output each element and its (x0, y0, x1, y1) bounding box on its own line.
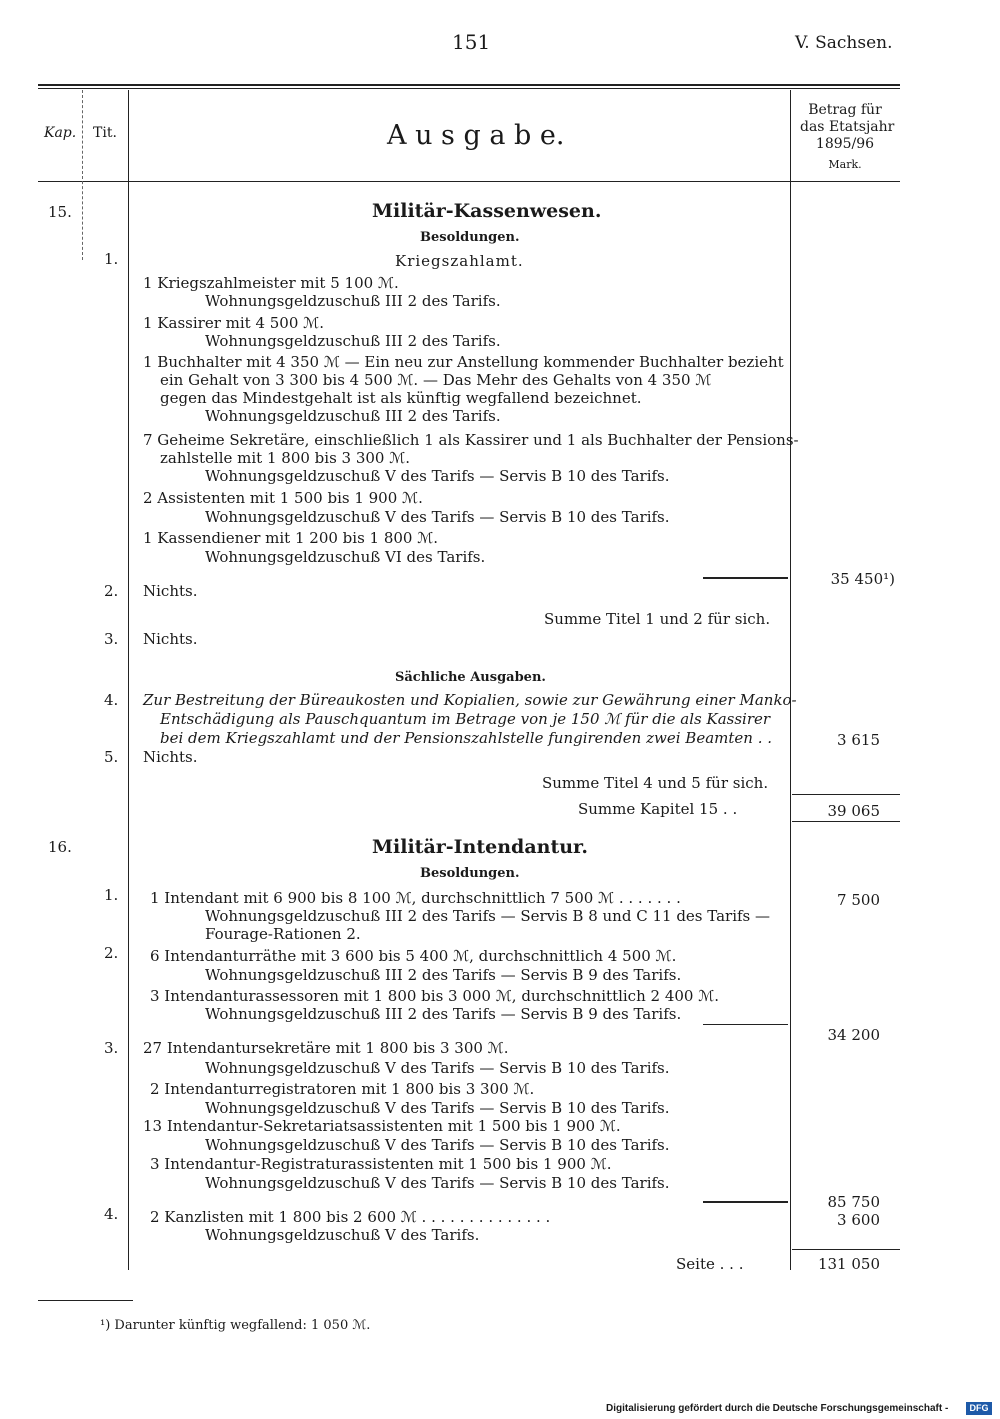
amount-15-4: 3 615 (837, 731, 880, 749)
text-line: Wohnungsgeldzuschuß III 2 des Tarifs — Servis B 9 des Tarifs. (205, 966, 682, 984)
text-line: Zur Bestreitung der Büreaukosten und Kopialien, sowie zur Gewährung einer Manko- (143, 691, 797, 709)
text-line: 2 Assistenten mit 1 500 bis 1 900 ℳ. (143, 489, 423, 507)
text-line: Wohnungsgeldzuschuß V des Tarifs — Servis B 10 des Tarifs. (205, 1059, 670, 1077)
text-line: Wohnungsgeldzuschuß III 2 des Tarifs. (205, 332, 501, 350)
kap-divider (82, 90, 84, 260)
titel-15-4: 4. (104, 691, 119, 709)
subtotal-rule (703, 1201, 788, 1203)
besoldungen-15: Besoldungen. (420, 230, 520, 245)
footnote-rule (38, 1300, 133, 1301)
subtotal-rule (703, 1024, 788, 1025)
text-line: 2 Kanzlisten mit 1 800 bis 2 600 ℳ . . . . . . . . . . . . . . (150, 1208, 551, 1226)
col-tit: Tit. (93, 125, 117, 141)
subtotal-rule (703, 577, 788, 579)
text-line: 13 Intendantur-Sekretariatsassistenten mit 1 500 bis 1 900 ℳ. (143, 1117, 621, 1135)
text-line: gegen das Mindestgehalt ist als künftig wegfallend bezeichnet. (160, 389, 642, 407)
total-rule (792, 1249, 900, 1250)
footnote: ¹) Darunter künftig wegfallend: 1 050 ℳ. (100, 1318, 371, 1333)
titel-15-2: 2. (104, 582, 119, 600)
summe-kapitel-15: Summe Kapitel 15 . . (578, 800, 738, 818)
total-rule (792, 794, 900, 795)
summe-titel-1-2: Summe Titel 1 und 2 für sich. (544, 610, 771, 628)
text-line: 2 Intendanturregistratoren mit 1 800 bis 3 300 ℳ. (150, 1080, 535, 1098)
amount-seite: 131 050 (817, 1255, 880, 1273)
amount-16-2: 34 200 (827, 1026, 880, 1044)
total-rule (792, 821, 900, 822)
titel-16-3: 3. (104, 1039, 119, 1057)
amount-16-3: 85 750 (827, 1193, 880, 1211)
kap-16: 16. (48, 838, 72, 856)
text-line: Wohnungsgeldzuschuß V des Tarifs. (205, 1226, 480, 1244)
text-line: 6 Intendanturräthe mit 3 600 bis 5 400 ℳ, durchschnittlich 4 500 ℳ. (150, 947, 677, 965)
saechliche-ausgaben: Sächliche Ausgaben. (395, 670, 546, 685)
text-line: Wohnungsgeldzuschuß VI des Tarifs. (205, 548, 486, 566)
text-line: Nichts. (143, 582, 198, 600)
page-number: 151 (452, 30, 491, 54)
text-line: Wohnungsgeldzuschuß V des Tarifs — Servis B 10 des Tarifs. (205, 1174, 670, 1192)
header-rule (38, 181, 900, 182)
text-line: Wohnungsgeldzuschuß III 2 des Tarifs — Servis B 9 des Tarifs. (205, 1005, 682, 1023)
seite-label: Seite . . . (676, 1255, 744, 1273)
top-rule (38, 84, 900, 86)
text-line: 1 Kriegszahlmeister mit 5 100 ℳ. (143, 274, 399, 292)
text-line: Entschädigung als Pauschquantum im Betrage von je 150 ℳ für die als Kassirer (160, 710, 771, 728)
text-line: 1 Intendant mit 6 900 bis 8 100 ℳ, durchschnittlich 7 500 ℳ . . . . . . . (150, 889, 681, 907)
titel-16-1: 1. (104, 886, 119, 904)
amount-kap-15: 39 065 (827, 802, 880, 820)
text-line: Wohnungsgeldzuschuß III 2 des Tarifs. (205, 292, 501, 310)
text-line: 1 Kassendiener mit 1 200 bis 1 800 ℳ. (143, 529, 439, 547)
text-line: Nichts. (143, 748, 198, 766)
kap-15: 15. (48, 203, 72, 221)
amount-15-1: 35 450¹) (830, 570, 895, 588)
chapter-15-title: Militär-Kassenwesen. (372, 200, 602, 222)
text-line: zahlstelle mit 1 800 bis 3 300 ℳ. (160, 449, 411, 467)
amount-16-4: 3 600 (837, 1211, 880, 1229)
text-line: 1 Buchhalter mit 4 350 ℳ — Ein neu zur Anstellung kommender Buchhalter bezieht (143, 353, 784, 371)
text-line: Nichts. (143, 630, 198, 648)
text-line: 27 Intendantursekretäre mit 1 800 bis 3 300 ℳ. (143, 1039, 509, 1057)
titel-16-2: 2. (104, 944, 119, 962)
top-rule-thin (38, 88, 900, 89)
summe-titel-4-5: Summe Titel 4 und 5 für sich. (542, 774, 769, 792)
amount-divider (790, 90, 791, 1270)
col-ausgabe: A u s g a b e. (387, 120, 565, 151)
dfg-logo: DFG (966, 1402, 992, 1415)
text-line: Wohnungsgeldzuschuß V des Tarifs — Servis B 10 des Tarifs. (205, 508, 670, 526)
text-line: 1 Kassirer mit 4 500 ℳ. (143, 314, 324, 332)
tit-divider (128, 90, 129, 1270)
text-line: ein Gehalt von 3 300 bis 4 500 ℳ. — Das Mehr des Gehalts von 4 350 ℳ (160, 371, 712, 389)
text-line: Wohnungsgeldzuschuß III 2 des Tarifs — Servis B 8 und C 11 des Tarifs — (205, 907, 771, 925)
titel-15-1: 1. (104, 250, 119, 268)
col-amount: Betrag für das Etatsjahr 1895/96 Mark. (800, 102, 895, 171)
titel-15-5: 5. (104, 748, 119, 766)
text-line: 7 Geheime Sekretäre, einschließlich 1 als Kassirer und 1 als Buchhalter der Pensions- (143, 431, 799, 449)
kriegszahlamt: Kriegszahlamt. (395, 252, 524, 270)
text-line: Fourage-Rationen 2. (205, 925, 361, 943)
titel-16-4: 4. (104, 1205, 119, 1223)
text-line: Wohnungsgeldzuschuß V des Tarifs — Servis B 10 des Tarifs. (205, 1099, 670, 1117)
text-line: Wohnungsgeldzuschuß V des Tarifs — Servis B 10 des Tarifs. (205, 1136, 670, 1154)
text-line: bei dem Kriegszahlamt und der Pensionszahlstelle fungirenden zwei Beamten . . (160, 729, 773, 747)
titel-15-3: 3. (104, 630, 119, 648)
text-line: Wohnungsgeldzuschuß V des Tarifs — Servis B 10 des Tarifs. (205, 467, 670, 485)
amount-16-1: 7 500 (837, 891, 880, 909)
dfg-credit: Digitalisierung gefördert durch die Deutsche Forschungsgemeinschaft - (606, 1403, 949, 1414)
text-line: Wohnungsgeldzuschuß III 2 des Tarifs. (205, 407, 501, 425)
text-line: 3 Intendanturassessoren mit 1 800 bis 3 000 ℳ, durchschnittlich 2 400 ℳ. (150, 987, 720, 1005)
running-title: V. Sachsen. (795, 33, 893, 53)
text-line: 3 Intendantur-Registraturassistenten mit 1 500 bis 1 900 ℳ. (150, 1155, 612, 1173)
chapter-16-title: Militär-Intendantur. (372, 836, 588, 858)
col-kap: Kap. (44, 125, 77, 141)
besoldungen-16: Besoldungen. (420, 866, 520, 881)
